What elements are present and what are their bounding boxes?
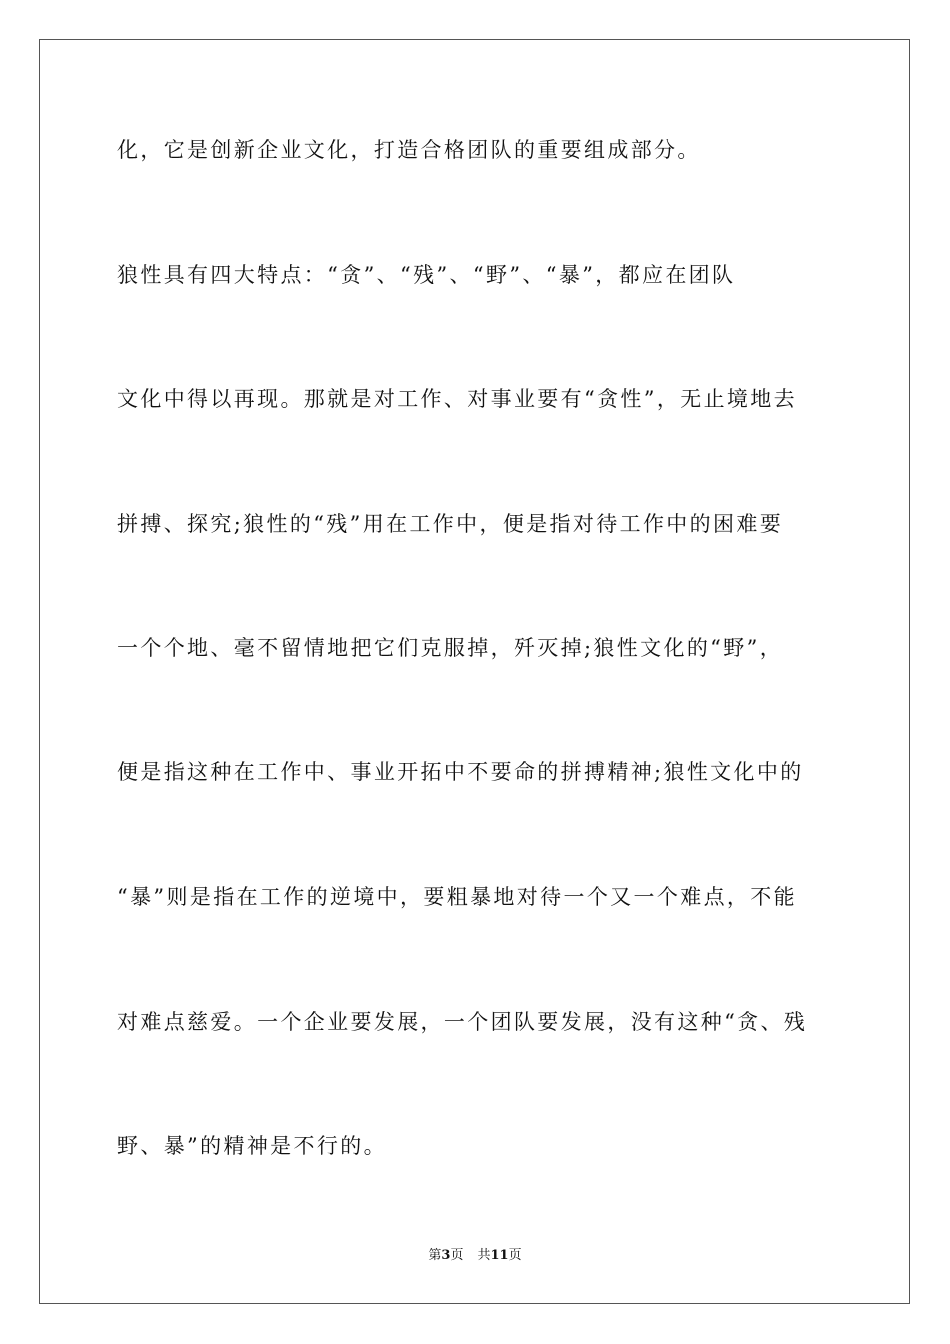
total-pages: 11 (490, 1248, 509, 1263)
body-text-line: 野、暴”的精神是不行的。 (117, 1134, 387, 1158)
total-prefix: 共 (477, 1248, 491, 1263)
body-text-line: 化，它是创新企业文化，打造合格团队的重要组成部分。 (117, 138, 701, 162)
page-footer (0, 1248, 950, 1264)
body-text-line: 便是指这种在工作中、事业开拓中不要命的拼搏精神;狼性文化中的 (117, 760, 804, 784)
page-suffix: 页 (450, 1248, 464, 1263)
body-text-line: 对难点慈爱。一个企业要发展，一个团队要发展，没有这种“贪、残 (117, 1010, 808, 1034)
page-number: 3 (441, 1248, 451, 1263)
body-text-line: 文化中得以再现。那就是对工作、对事业要有“贪性”，无止境地去 (117, 387, 797, 411)
page-border (39, 39, 910, 1304)
body-text-line: 一个个地、毫不留情地把它们克服掉，歼灭掉;狼性文化的“野”， (117, 636, 784, 660)
body-text-line: 拼搏、探究;狼性的“残”用在工作中，便是指对待工作中的困难要 (117, 512, 784, 536)
body-text-line: “暴”则是指在工作的逆境中，要粗暴地对待一个又一个难点，不能 (117, 885, 797, 909)
page-prefix: 第 (428, 1248, 442, 1263)
total-suffix: 页 (508, 1248, 522, 1263)
body-text-line: 狼性具有四大特点：“贪”、“残”、“野”、“暴”，都应在团队 (117, 263, 736, 287)
